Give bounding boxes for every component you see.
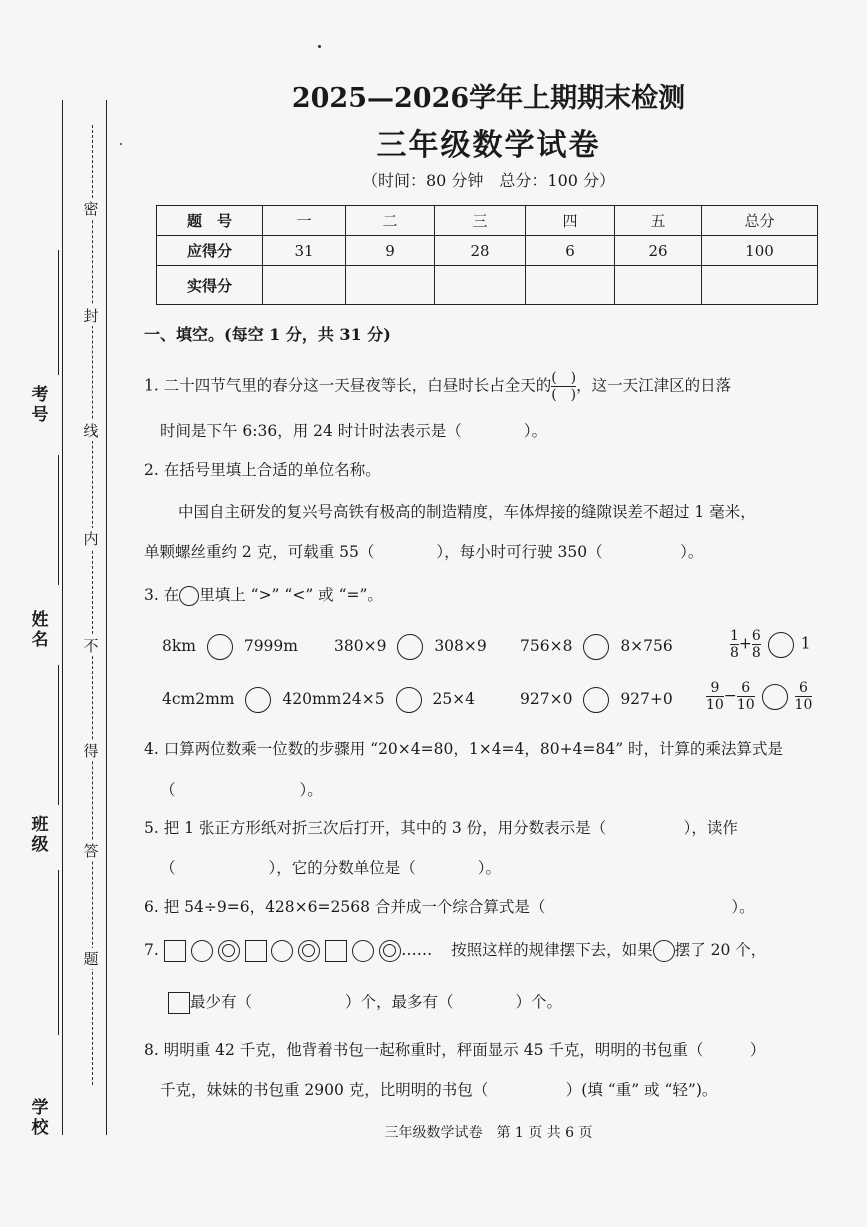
label-exam-number: 考号	[31, 385, 49, 425]
q3-left: 380×9	[334, 637, 387, 655]
q3-item-fraction	[730, 628, 811, 661]
frac-num: 6	[741, 680, 751, 696]
q3-right: 308×9	[434, 637, 487, 655]
score-table	[156, 205, 818, 305]
exam-subtitle: 三年级数学试卷	[376, 128, 601, 163]
seal-char: 得	[80, 740, 102, 761]
square-icon	[168, 992, 190, 1014]
col-head: 四	[526, 206, 615, 236]
q1-fraction-blank[interactable]	[551, 370, 576, 403]
section-heading: 一、填空。(每空 1 分，共 31 分)	[144, 325, 391, 344]
field-line-exam-number[interactable]	[58, 250, 59, 375]
margin-line-left	[62, 100, 63, 1135]
q1-text-a: 1. 二十四节气里的春分这一天昼夜等长，白昼时长占全天的	[144, 376, 552, 395]
frac-num: 1	[730, 628, 739, 644]
col-head: 五	[615, 206, 702, 236]
seal-char: 答	[80, 840, 102, 861]
frac-den: 10	[794, 697, 813, 713]
field-line-name[interactable]	[58, 665, 59, 805]
time-info: （时间：80 分钟 总分：100 分）	[361, 171, 616, 190]
q3-right: 1	[800, 634, 811, 653]
fraction	[730, 628, 739, 661]
question-4-line-1: 4. 口算两位数乘一位数的步骤用 “20×4=80，1×4=4，80+4=84” 时，计算的乘法算式是	[144, 740, 784, 758]
q3-item	[342, 687, 475, 713]
question-2-line-2: 中国自主研发的复兴号高铁有极高的制造精度，车体焊接的缝隙误差不超过 1 毫米，	[178, 503, 756, 521]
actual-score-cell[interactable]	[526, 266, 615, 305]
seal-char: 封	[80, 305, 102, 326]
row-head: 题 号	[157, 206, 263, 236]
compare-circle[interactable]	[583, 687, 609, 713]
q3-right: 8×756	[620, 637, 673, 655]
q3-right: 420mm	[282, 690, 342, 708]
frac-den: 10	[736, 697, 755, 713]
fraction	[737, 680, 755, 713]
question-8-line-1: 8. 明明重 42 千克，他背着书包一起称重时，秤面显示 45 千克，明明的书包重（ ）	[144, 1041, 766, 1059]
fraction	[706, 680, 724, 713]
question-2-line-1: 2. 在括号里填上合适的单位名称。	[144, 461, 381, 479]
frac-den: 8	[730, 645, 739, 661]
compare-circle[interactable]	[245, 687, 271, 713]
margin-line-right	[106, 100, 107, 1135]
frac-num: 9	[710, 680, 720, 696]
q3-left: 756×8	[520, 637, 573, 655]
double-circle-icon	[218, 940, 240, 962]
col-head: 总分	[702, 206, 818, 236]
question-6: 6. 把 54÷9=6，428×6=2568 合并成一个综合算式是（ ）。	[144, 898, 755, 916]
seal-char: 题	[80, 948, 102, 969]
question-8-line-2: 千克，妹妹的书包重 2900 克，比明明的书包（ ）(填 “重” 或 “轻”)。	[160, 1081, 718, 1099]
seal-char: 不	[80, 635, 102, 656]
frac-num: ( )	[551, 370, 577, 386]
square-icon	[164, 940, 186, 962]
col-head: 一	[263, 206, 346, 236]
circle-icon	[352, 940, 374, 962]
actual-score-cell[interactable]	[346, 266, 435, 305]
col-head: 二	[346, 206, 435, 236]
field-line-class[interactable]	[58, 870, 59, 1035]
double-circle-icon	[298, 940, 320, 962]
square-icon	[245, 940, 267, 962]
score-cell: 28	[435, 236, 526, 266]
question-7-line-2	[168, 990, 562, 1014]
score-cell: 31	[263, 236, 346, 266]
exam-title: 2025—2026学年上期期末检测	[291, 83, 686, 114]
q3-left: 24×5	[342, 690, 385, 708]
seal-char: 线	[80, 420, 102, 441]
question-5-line-1: 5. 把 1 张正方形纸对折三次后打开，其中的 3 份，用分数表示是（ ），读作	[144, 819, 738, 837]
label-class: 班级	[31, 815, 49, 855]
q3-item-fraction	[706, 680, 812, 713]
fraction	[752, 628, 761, 661]
speck	[120, 143, 122, 145]
frac-den: 10	[706, 697, 724, 713]
q3-item	[520, 634, 673, 660]
score-cell: 9	[346, 236, 435, 266]
fraction	[795, 680, 813, 713]
operator: +	[738, 634, 752, 653]
q3-item	[520, 687, 673, 713]
actual-score-cell[interactable]	[702, 266, 818, 305]
double-circle-icon	[379, 940, 401, 962]
question-2-line-3: 单颗螺丝重约 2 克，可载重 55（ ），每小时可行驶 350（ ）。	[144, 543, 704, 561]
q3-item	[162, 687, 341, 713]
score-cell: 26	[615, 236, 702, 266]
score-cell: 100	[702, 236, 818, 266]
q7-text-b: 摆了 20 个，	[674, 941, 767, 959]
q3-left: 4cm2mm	[162, 690, 235, 708]
q3-item	[334, 634, 487, 660]
actual-score-cell[interactable]	[615, 266, 702, 305]
page-footer: 三年级数学试卷 第 1 页 共 6 页	[384, 1125, 593, 1141]
compare-circle[interactable]	[583, 634, 609, 660]
label-school: 学校	[31, 1098, 49, 1138]
frac-num: 6	[751, 628, 761, 644]
seal-char: 密	[80, 198, 102, 219]
q3-text-b: 里填上 “>” “<” 或 “=”。	[199, 586, 383, 604]
compare-circle[interactable]	[396, 687, 422, 713]
q3-left: 927×0	[520, 690, 573, 708]
question-5-line-2: （ ），它的分数单位是（ ）。	[160, 859, 502, 877]
q7-text-a: 按照这样的规律摆下去，如果	[451, 941, 653, 959]
circle-icon	[179, 586, 199, 606]
frac-den: ( )	[551, 387, 577, 403]
field-line-exam-number-2	[58, 455, 59, 585]
seal-char: 内	[80, 528, 102, 549]
q3-item	[162, 634, 298, 660]
q7-text-c: 最少有（ ）个，最多有（ ）个。	[190, 993, 563, 1011]
q3-text-a: 3. 在	[144, 586, 180, 604]
frac-num: 6	[798, 680, 808, 696]
q7-number: 7.	[144, 941, 159, 959]
speck	[318, 45, 321, 48]
compare-circle[interactable]	[762, 684, 788, 710]
compare-circle[interactable]	[207, 634, 233, 660]
circle-icon	[653, 940, 675, 962]
q3-left: 8km	[162, 637, 196, 655]
actual-score-cell[interactable]	[435, 266, 526, 305]
square-icon	[325, 940, 347, 962]
frac-den: 8	[751, 645, 761, 661]
question-1-line-2: 时间是下午 6:36，用 24 时计时法表示是（ ）。	[160, 422, 548, 440]
compare-circle[interactable]	[768, 632, 794, 658]
question-7-line-1	[144, 938, 766, 962]
col-head: 三	[435, 206, 526, 236]
q7-ellipsis: ……	[401, 941, 433, 959]
q3-right: 7999m	[243, 637, 298, 655]
question-3-line-1	[144, 583, 383, 606]
actual-score-cell[interactable]	[263, 266, 346, 305]
row-head: 实得分	[157, 266, 263, 305]
q3-right: 927+0	[620, 690, 673, 708]
operator: −	[723, 686, 737, 705]
label-name: 姓名	[31, 610, 49, 650]
compare-circle[interactable]	[397, 634, 423, 660]
circle-icon	[191, 940, 213, 962]
q1-text-b: ，这一天江津区的日落	[576, 376, 732, 395]
circle-icon	[271, 940, 293, 962]
score-cell: 6	[526, 236, 615, 266]
row-head: 应得分	[157, 236, 263, 266]
q3-right: 25×4	[432, 690, 476, 708]
question-4-line-2: （ ）。	[160, 781, 323, 799]
question-1-line-1	[144, 370, 731, 403]
seal-dashed-line	[92, 125, 93, 1085]
